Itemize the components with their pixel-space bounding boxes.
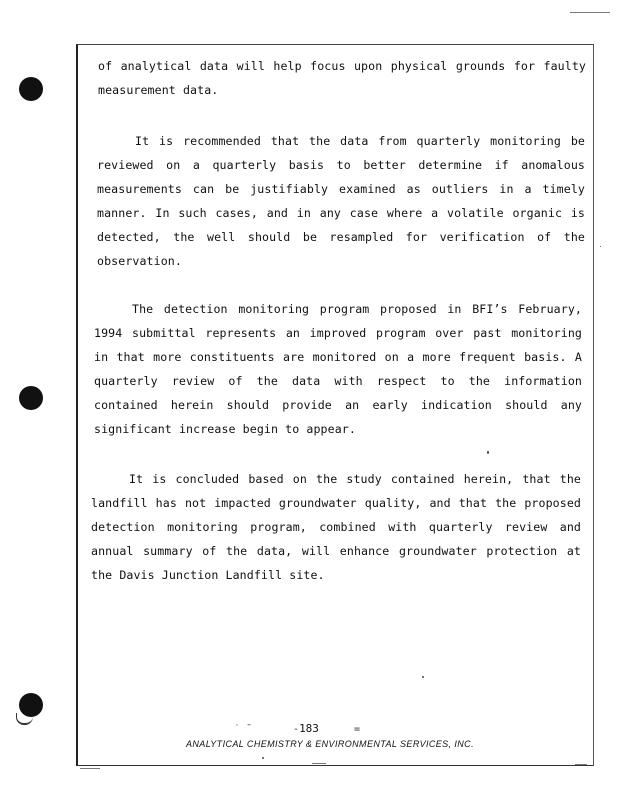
paragraph-text: It is concluded based on the study contained herein, that the landfill has not impacted groundwater quality, and that the proposed detection monitoring program, combined with quarterly review and annual summary of the data, will enhance groundwater protection at the Davis Junction Landfill site. bbox=[91, 472, 581, 582]
paragraph-text: It is recommended that the data from quarterly monitoring be reviewed on a quarterly basis to better determine if anomalous measurements can be justifiably examined as outliers in a timely manner. In such cases, and in any case where a volatile organic is detected, the well should be resampled for verification of the observation. bbox=[97, 134, 585, 268]
page-number-dash: - bbox=[293, 724, 300, 735]
scan-artifact bbox=[80, 768, 100, 769]
footer-company-name: ANALYTICAL CHEMISTRY & ENVIRONMENTAL SERVICES, INC. bbox=[186, 739, 474, 749]
punch-hole bbox=[19, 386, 43, 410]
scan-artifact bbox=[312, 763, 326, 764]
punch-hole bbox=[19, 77, 43, 101]
scan-artifact bbox=[575, 764, 587, 765]
scan-artifact bbox=[570, 12, 610, 13]
paragraph-continuation bbox=[98, 54, 586, 102]
paragraph-text: of analytical data will help focus upon physical grounds for faulty measurement data. bbox=[98, 59, 586, 97]
scan-speck bbox=[262, 757, 264, 759]
scan-artifact: ˙ ˉ bbox=[234, 724, 253, 735]
paragraph-recommendation bbox=[97, 129, 585, 273]
scan-speck bbox=[422, 676, 424, 678]
paragraph-conclusion bbox=[91, 467, 581, 587]
page-number: 183 bbox=[299, 722, 319, 735]
paragraph-detection-program bbox=[94, 297, 582, 441]
paragraph-text: The detection monitoring program proposed in BFI’s February, 1994 submittal represents an improved program over past monitoring in that more constituents are monitored on a more frequent basis. A quarterly review of the data with respect to the information contained herein should provide an early indication should any significant increase begin to appear. bbox=[94, 302, 582, 436]
scan-speck bbox=[487, 451, 489, 454]
scan-artifact: = bbox=[354, 724, 361, 735]
scan-speck bbox=[600, 246, 601, 247]
